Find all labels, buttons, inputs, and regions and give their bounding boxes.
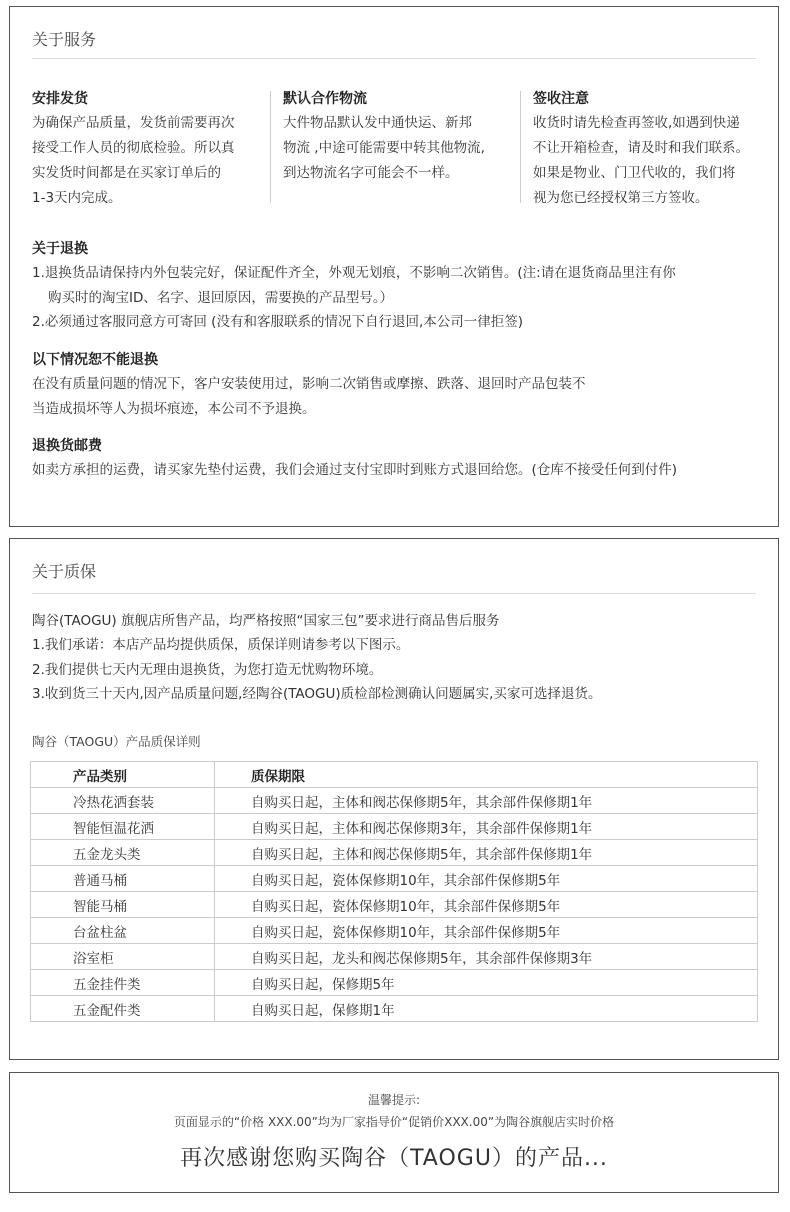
period-cell: 自购买日起，主体和阀芯保修期3年，其余部件保修期1年 bbox=[215, 814, 758, 840]
period-cell: 自购买日起，瓷体保修期10年，其余部件保修期5年 bbox=[215, 918, 758, 944]
service-title: 关于服务 bbox=[32, 30, 97, 49]
column-heading: 签收注意 bbox=[533, 91, 589, 107]
category-cell: 五金挂件类 bbox=[31, 970, 215, 996]
column-line: 1-3天内完成。 bbox=[32, 190, 122, 206]
title-divider bbox=[32, 593, 756, 594]
no-return-line: 当造成损坏等人为损坏痕迹，本公司不予退换。 bbox=[32, 400, 316, 417]
table-row bbox=[31, 918, 758, 944]
shipping-fee-section bbox=[32, 434, 767, 483]
notice-panel bbox=[9, 1072, 779, 1193]
no-return-section bbox=[32, 348, 767, 421]
period-cell: 自购买日起，主体和阀芯保修期5年，其余部件保修期1年 bbox=[215, 840, 758, 866]
category-cell: 五金配件类 bbox=[31, 996, 215, 1022]
notice-title: 温馨提示: bbox=[367, 1093, 421, 1107]
returns-item: 2.必须通过客服同意方可寄回 (没有和客服联系的情况下自行退回,本公司一律拒签) bbox=[32, 314, 523, 330]
returns-item: 1.退换货品请保持内外包装完好，保证配件齐全，外观无划痕，不影响二次销售。(注:请在退货商品里注有你 bbox=[32, 265, 676, 281]
intro-line: 1.我们承诺：本店产品均提供质保，质保详则请参考以下图示。 bbox=[32, 637, 410, 654]
period-cell: 自购买日起，保修期1年 bbox=[215, 996, 758, 1022]
column-divider bbox=[270, 91, 271, 203]
column-line: 不让开箱检查，请及时和我们联系。 bbox=[533, 140, 749, 156]
warranty-panel bbox=[9, 538, 779, 1060]
table-header-row bbox=[31, 762, 758, 788]
returns-item-continued: 购买时的淘宝ID、名字、退回原因，需要换的产品型号。） bbox=[48, 289, 394, 306]
category-cell: 智能恒温花洒 bbox=[31, 814, 215, 840]
category-cell: 台盆柱盆 bbox=[31, 918, 215, 944]
category-cell: 冷热花洒套装 bbox=[31, 788, 215, 814]
title-divider bbox=[32, 58, 756, 59]
period-cell: 自购买日起，主体和阀芯保修期5年，其余部件保修期1年 bbox=[215, 788, 758, 814]
column-heading: 默认合作物流 bbox=[283, 91, 367, 107]
table-row bbox=[31, 866, 758, 892]
notice-body: 页面显示的“价格 XXX.00”均为厂家指导价“促销价XXX.00”为陶谷旗舰店实时价格 bbox=[173, 1115, 615, 1129]
table-caption: 陶谷（TAOGU）产品质保详则 bbox=[32, 734, 201, 749]
column-divider bbox=[520, 91, 521, 203]
column-line: 到达物流名字可能会不一样。 bbox=[283, 165, 459, 181]
column-line: 物流 ,中途可能需要中转其他物流, bbox=[283, 140, 485, 156]
header-category: 产品类别 bbox=[31, 762, 215, 788]
signing-notice-column bbox=[533, 87, 765, 211]
thanks-message: 再次感谢您购买陶谷（TAOGU）的产品... bbox=[180, 1146, 608, 1171]
column-line: 大件物品默认发中通快运、新邦 bbox=[283, 115, 472, 131]
period-cell: 自购买日起，瓷体保修期10年，其余部件保修期5年 bbox=[215, 892, 758, 918]
column-line: 如果是物业、门卫代收的，我们将 bbox=[533, 165, 736, 181]
column-line: 为确保产品质量，发货前需要再次 bbox=[32, 115, 235, 131]
intro-line: 2.我们提供七天内无理由退换货，为您打造无忧购物环境。 bbox=[32, 661, 383, 678]
category-cell: 五金龙头类 bbox=[31, 840, 215, 866]
category-cell: 普通马桶 bbox=[31, 866, 215, 892]
column-line: 收货时请先检查再签收,如遇到快递 bbox=[533, 115, 740, 131]
intro-line: 3.收到货三十天内,因产品质量问题,经陶谷(TAOGU)质检部检测确认问题属实,买家可选择退货。 bbox=[32, 685, 602, 702]
table-row bbox=[31, 970, 758, 996]
logistics-column bbox=[283, 87, 515, 186]
warranty-title: 关于质保 bbox=[32, 562, 97, 581]
table-row bbox=[31, 840, 758, 866]
column-heading: 安排发货 bbox=[32, 91, 88, 107]
period-cell: 自购买日起，龙头和阀芯保修期5年，其余部件保修期3年 bbox=[215, 944, 758, 970]
shipping-arrangement-column bbox=[32, 87, 264, 211]
period-cell: 自购买日起，保修期5年 bbox=[215, 970, 758, 996]
category-cell: 智能马桶 bbox=[31, 892, 215, 918]
table-row bbox=[31, 892, 758, 918]
intro-line: 陶谷(TAOGU) 旗舰店所售产品，均严格按照“国家三包”要求进行商品售后服务 bbox=[32, 613, 500, 629]
column-line: 接受工作人员的彻底检验。所以真 bbox=[32, 140, 235, 156]
returns-heading: 关于退换 bbox=[32, 241, 88, 257]
period-cell: 自购买日起，瓷体保修期10年，其余部件保修期5年 bbox=[215, 866, 758, 892]
shipping-fee-heading: 退换货邮费 bbox=[32, 438, 102, 454]
warranty-table bbox=[30, 761, 758, 1022]
no-return-line: 在没有质量问题的情况下，客户安装使用过，影响二次销售或摩擦、跌落、退回时产品包装不 bbox=[32, 376, 586, 392]
category-cell: 浴室柜 bbox=[31, 944, 215, 970]
no-return-heading: 以下情况恕不能退换 bbox=[32, 352, 158, 368]
column-line: 实发货时间都是在买家订单后的 bbox=[32, 165, 221, 181]
warranty-intro bbox=[32, 609, 601, 706]
table-row bbox=[31, 814, 758, 840]
service-panel bbox=[9, 6, 779, 527]
table-row bbox=[31, 944, 758, 970]
table-row bbox=[31, 996, 758, 1022]
returns-section bbox=[32, 237, 767, 335]
table-row bbox=[31, 788, 758, 814]
header-period: 质保期限 bbox=[215, 762, 758, 788]
shipping-fee-line: 如卖方承担的运费，请买家先垫付运费，我们会通过支付宝即时到账方式退回给您。(仓库不接受任何到付件) bbox=[32, 462, 678, 478]
column-line: 视为您已经授权第三方签收。 bbox=[533, 190, 709, 206]
